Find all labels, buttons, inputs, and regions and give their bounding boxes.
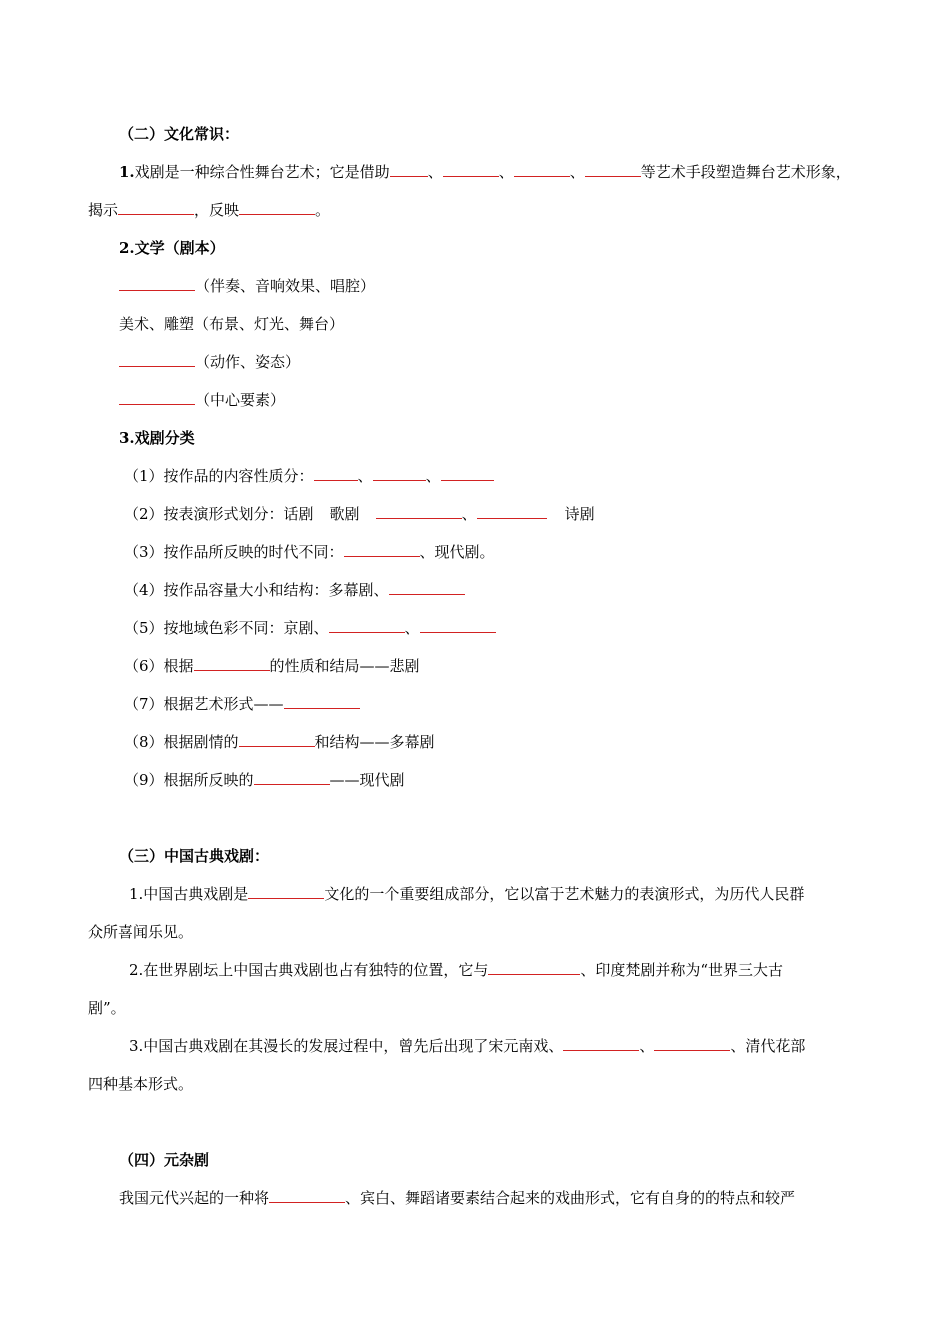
text: 揭示 <box>88 201 119 219</box>
separator: 、 <box>461 505 477 523</box>
fill-blank[interactable] <box>654 1036 730 1051</box>
fill-blank[interactable] <box>376 504 462 519</box>
fill-blank[interactable] <box>514 162 570 177</box>
text: 和结构——多幕剧 <box>314 733 435 751</box>
fill-blank[interactable] <box>314 466 358 481</box>
separator: 、 <box>498 163 514 181</box>
text: 的性质和结局——悲剧 <box>269 657 420 675</box>
text: ，反映 <box>194 201 240 219</box>
fill-blank[interactable] <box>119 390 195 405</box>
text: 、宾白、舞蹈诸要素结合起来的戏曲形式，它有自身的的特点和较严 <box>345 1189 796 1207</box>
fill-blank[interactable] <box>118 200 194 215</box>
list-item <box>124 504 595 524</box>
section-heading: （四）元杂剧 <box>119 1151 210 1169</box>
text: （伴奏、音响效果、唱腔） <box>195 277 376 295</box>
paragraph-line: 剧”。 <box>88 999 126 1017</box>
fill-blank[interactable] <box>563 1036 639 1051</box>
list-item <box>124 580 465 600</box>
fill-blank[interactable] <box>390 162 428 177</box>
separator: 、 <box>427 163 443 181</box>
text: 、现代剧。 <box>419 543 495 561</box>
fill-blank[interactable] <box>389 580 465 595</box>
text: （动作、姿态） <box>195 353 301 371</box>
list-item <box>124 770 405 790</box>
fill-blank[interactable] <box>284 694 360 709</box>
fill-blank[interactable] <box>329 618 405 633</box>
separator: 、 <box>404 619 420 637</box>
paragraph-line <box>129 960 783 980</box>
text: 诗剧 <box>564 505 595 523</box>
text: （3）按作品所反映的时代不同： <box>124 543 344 561</box>
fill-blank[interactable] <box>443 162 499 177</box>
subheading: 3.戏剧分类 <box>119 429 195 447</box>
text: 2.在世界剧坛上中国古典戏剧也占有独特的位置，它与 <box>129 961 489 979</box>
fill-blank[interactable] <box>239 200 315 215</box>
fill-blank[interactable] <box>441 466 494 481</box>
fill-blank[interactable] <box>488 960 580 975</box>
list-item <box>119 276 375 296</box>
fill-blank[interactable] <box>254 770 330 785</box>
list-item: 美术、雕塑（布景、灯光、舞台） <box>119 315 345 333</box>
paragraph-line <box>129 884 804 904</box>
list-item <box>124 542 495 562</box>
text: 、印度梵剧并称为“世界三大古 <box>580 961 783 979</box>
fill-blank[interactable] <box>585 162 641 177</box>
text: 歌剧 <box>329 505 360 523</box>
fill-blank[interactable] <box>119 352 195 367</box>
fill-blank[interactable] <box>239 732 315 747</box>
text: （4）按作品容量大小和结构：多幕剧、 <box>124 581 389 599</box>
text: 1.中国古典戏剧是 <box>129 885 249 903</box>
text: （中心要素） <box>195 391 286 409</box>
list-item <box>119 390 285 410</box>
text: （2）按表演形式划分：话剧 <box>124 505 314 523</box>
text: 我国元代兴起的一种将 <box>119 1189 270 1207</box>
separator: 、 <box>425 467 441 485</box>
subheading: 2.文学（剧本） <box>119 239 225 257</box>
list-item <box>124 656 420 676</box>
list-item <box>124 694 360 714</box>
fill-blank[interactable] <box>477 504 547 519</box>
item-number: 1. <box>119 163 135 181</box>
fill-blank[interactable] <box>194 656 270 671</box>
text: 。 <box>315 201 331 219</box>
separator: 、 <box>357 467 373 485</box>
paragraph-line <box>129 1036 805 1056</box>
fill-blank[interactable] <box>420 618 496 633</box>
fill-blank[interactable] <box>119 276 195 291</box>
fill-blank[interactable] <box>269 1188 345 1203</box>
paragraph-line <box>88 200 330 220</box>
text: 等艺术手段塑造舞台艺术形象， <box>640 163 851 181</box>
list-item <box>124 618 496 638</box>
text: 文化的一个重要组成部分，它以富于艺术魅力的表演形式，为历代人民群 <box>324 885 805 903</box>
fill-blank[interactable] <box>344 542 420 557</box>
text: （6）根据 <box>124 657 194 675</box>
fill-blank[interactable] <box>373 466 426 481</box>
text: （9）根据所反映的 <box>124 771 254 789</box>
list-item <box>124 466 494 486</box>
text: 3.中国古典戏剧在其漫长的发展过程中，曾先后出现了宋元南戏、 <box>129 1037 564 1055</box>
section-heading: （二）文化常识： <box>119 125 240 143</box>
list-item <box>119 352 300 372</box>
text: 、清代花部 <box>730 1037 806 1055</box>
text: （7）根据艺术形式—— <box>124 695 284 713</box>
separator: 、 <box>569 163 585 181</box>
text: （8）根据剧情的 <box>124 733 239 751</box>
text: （5）按地域色彩不同：京剧、 <box>124 619 329 637</box>
section-heading: （三）中国古典戏剧： <box>119 847 270 865</box>
text: 戏剧是一种综合性舞台艺术；它是借助 <box>134 163 390 181</box>
paragraph-line: 四种基本形式。 <box>88 1075 194 1093</box>
text: ——现代剧 <box>329 771 405 789</box>
fill-blank[interactable] <box>248 884 324 899</box>
paragraph-line <box>119 162 851 182</box>
separator: 、 <box>639 1037 655 1055</box>
paragraph-line: 众所喜闻乐见。 <box>88 923 194 941</box>
text: （1）按作品的内容性质分： <box>124 467 314 485</box>
paragraph-line <box>119 1188 795 1208</box>
list-item <box>124 732 435 752</box>
